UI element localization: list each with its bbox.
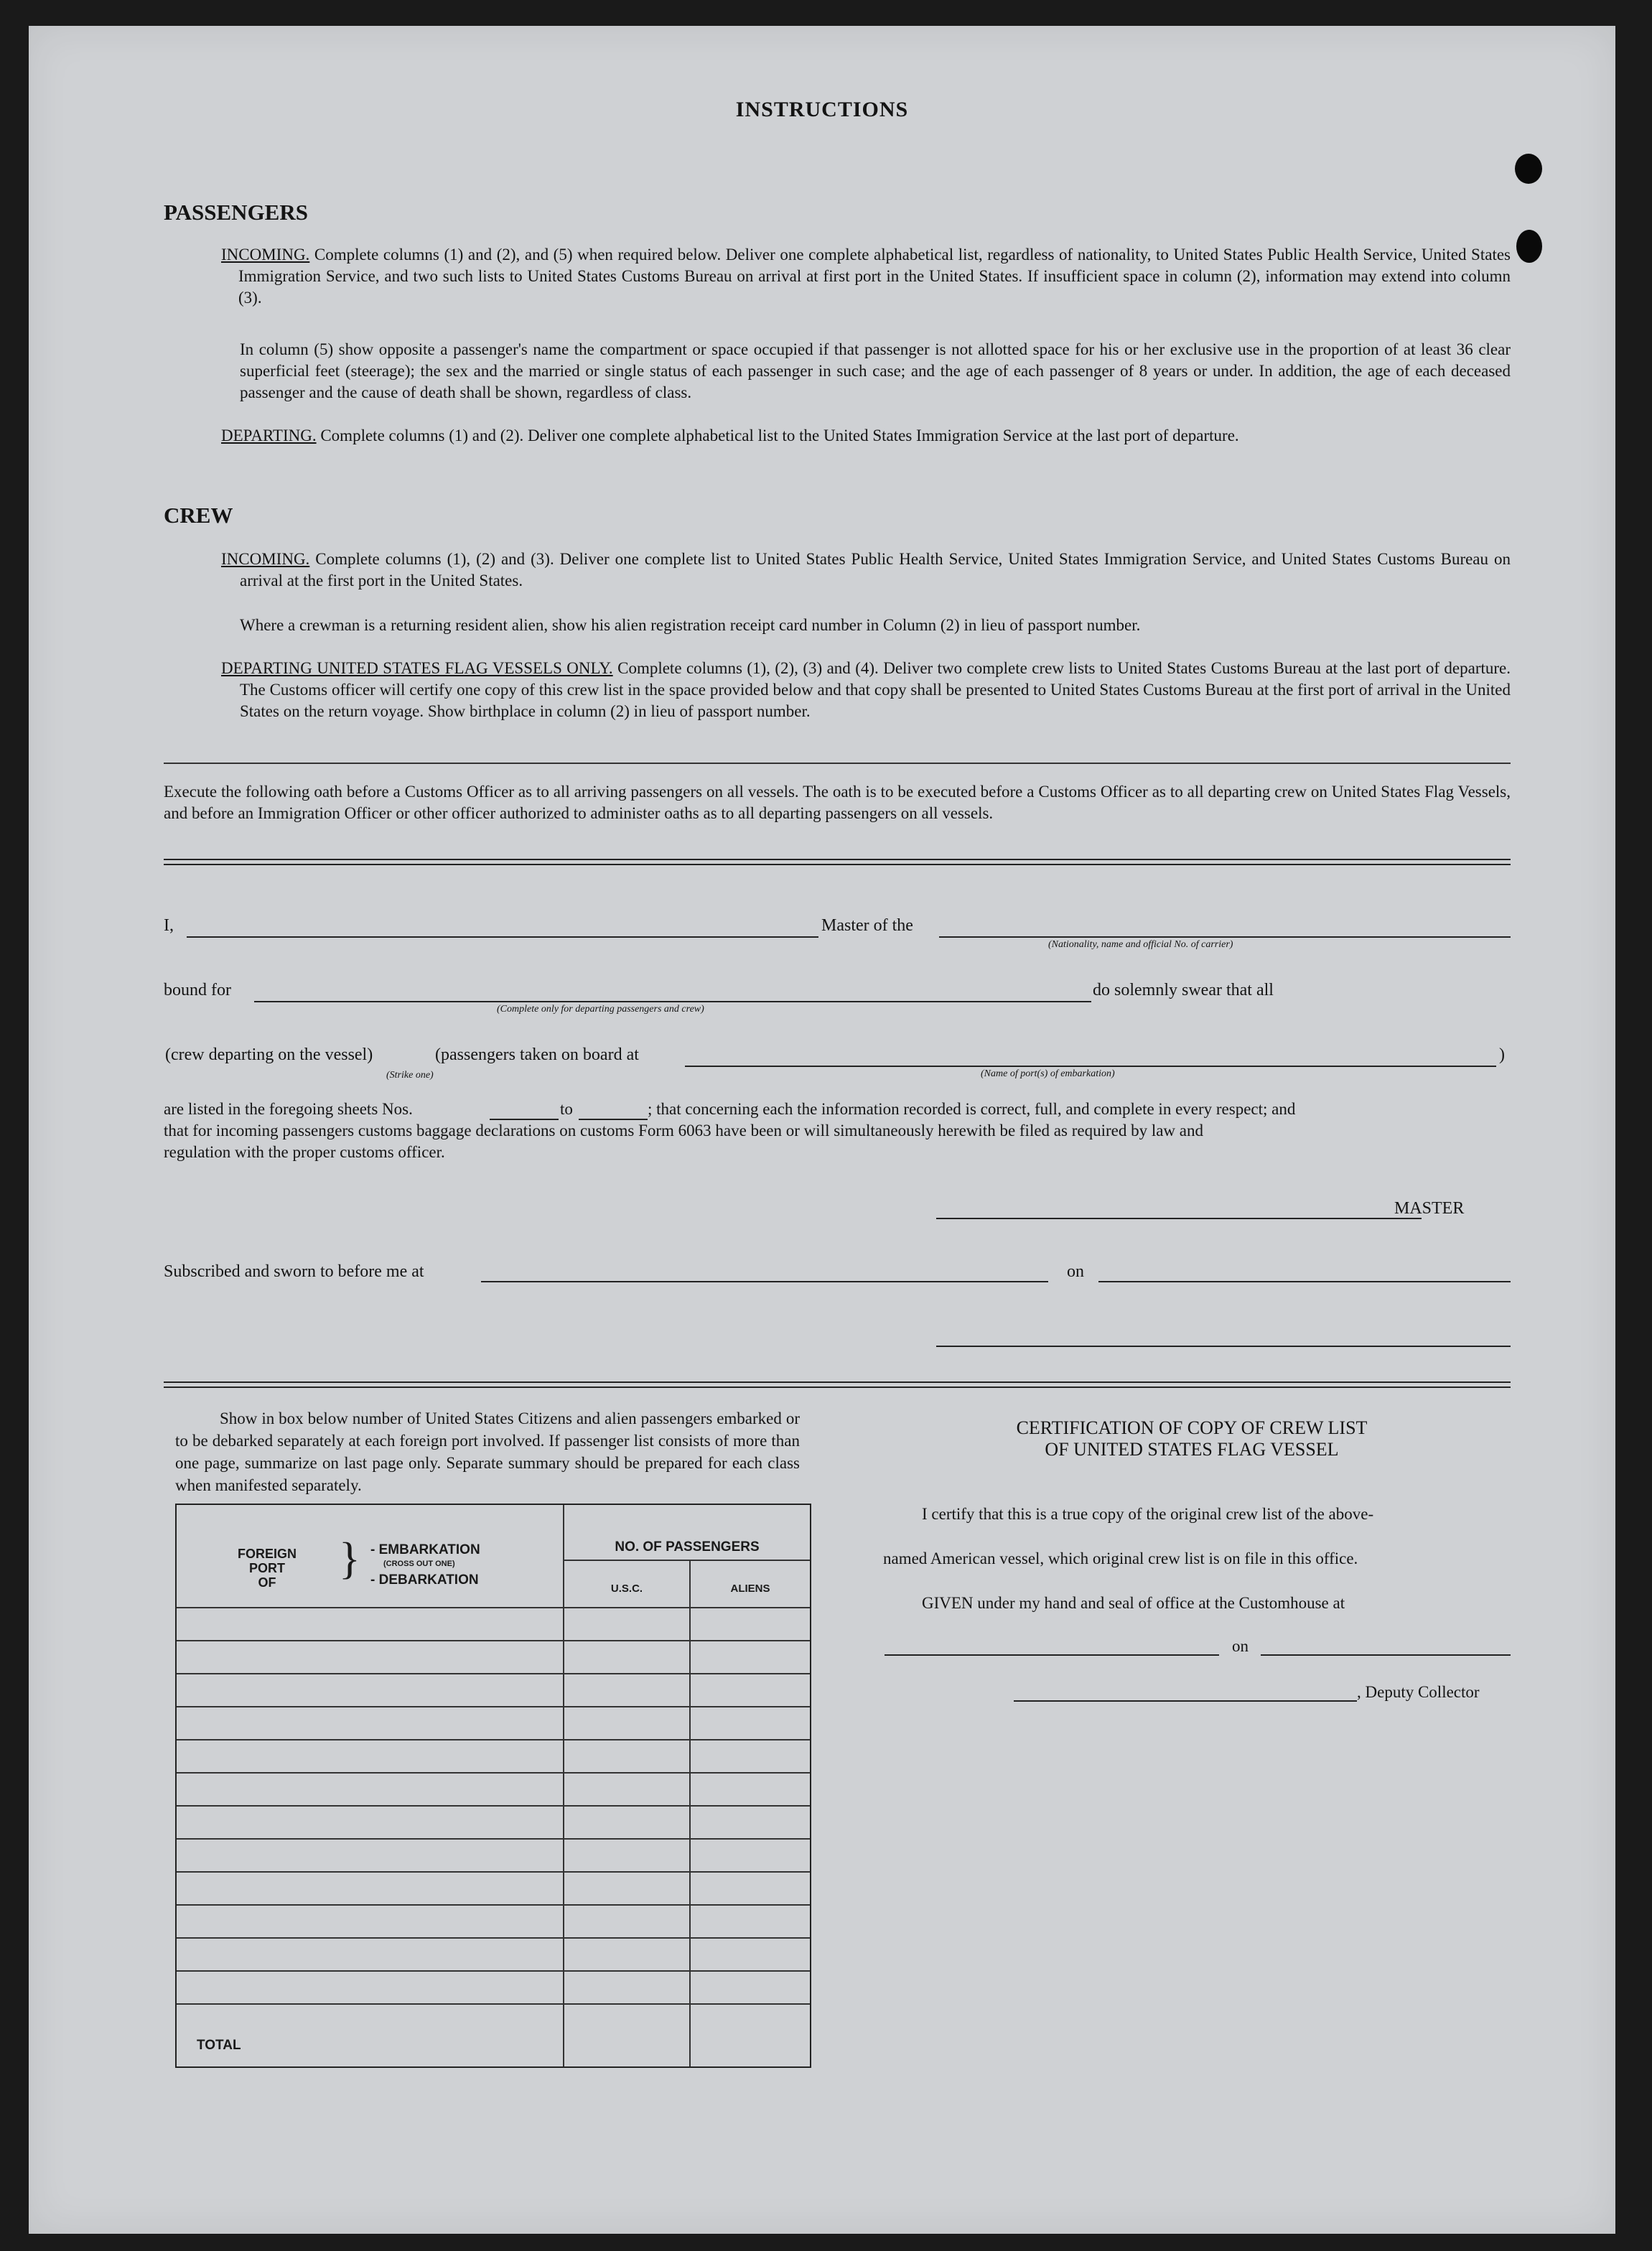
embarkation-port-line[interactable]	[685, 1066, 1496, 1067]
carrier-line[interactable]	[939, 936, 1511, 938]
certification-on-label: on	[1232, 1637, 1249, 1655]
table-row-rule	[177, 1970, 810, 1972]
brace-glyph: }	[339, 1534, 360, 1583]
crew-incoming-text: Complete columns (1), (2) and (3). Deliver one complete list to United States Public Health Service, United States Immigration Service, and United States Customs Bureau on arrival at the first port in the United States.	[240, 550, 1511, 589]
summary-instructions: Show in box below number of United States Citizens and alien passengers embarked or to be debarked separately at each foreign port involved. If passenger list consists of more than one page, summarize on last page only. Separate summary should be prepared for each class when manifested separately.	[175, 1409, 800, 1494]
passengers-taken-label: (passengers taken on board at	[435, 1045, 639, 1064]
form-page	[29, 26, 1615, 2234]
listed-sheets-label: are listed in the foregoing sheets Nos.	[164, 1100, 413, 1118]
table-row-rule	[177, 1739, 810, 1740]
embarkation-header: - EMBARKATION	[370, 1542, 480, 1557]
crew-departing-text: Complete columns (1), (2), (3) and (4). Deliver two complete crew lists to United States Customs Bureau at the last port of departure. The Customs officer will certify one copy of this crew list in the space provided below and that copy shall be presented to United States Customs Bureau at the first port of arrival in the United States on the return voyage. Show birthplace in column (2) in lieu of passport number.	[240, 659, 1511, 720]
certify-line2: named American vessel, which original crew list is on file in this office.	[883, 1549, 1358, 1567]
usc-header: U.S.C.	[610, 1583, 643, 1595]
table-row-rule	[177, 2003, 810, 2005]
table-row-rule	[177, 1937, 810, 1939]
listed-sheets-continued: ; that concerning each the information recorded is correct, full, and complete in every respect; and	[648, 1100, 1296, 1118]
table-row-rule	[177, 1838, 810, 1840]
deputy-collector-label: , Deputy Collector	[1357, 1683, 1480, 1701]
oath-intro-paragraph: Execute the following oath before a Customs Officer as to all arriving passengers on all vessels. The oath is to be executed before a Customs Officer as to all departing crew on United States Flag Vessels, and before an Immigration Officer or other officer authorized to administer oaths as to all departing passengers on all vessels.	[164, 783, 1511, 822]
double-rule-top	[164, 859, 1511, 865]
foreign-port-header-line1: FOREIGN	[237, 1547, 297, 1561]
punch-hole-bottom	[1516, 230, 1542, 263]
subscribed-label: Subscribed and sworn to before me at	[164, 1262, 424, 1281]
crew-incoming-paragraph	[221, 549, 1511, 592]
page-title: INSTRUCTIONS	[735, 98, 909, 121]
regulation-line: regulation with the proper customs officer.	[164, 1143, 445, 1161]
master-label: MASTER	[1394, 1199, 1465, 1218]
passengers-incoming-lead: INCOMING.	[221, 246, 310, 264]
sheets-to-label: to	[560, 1100, 573, 1118]
crew-departing-paragraph	[221, 658, 1511, 722]
strike-one-caption: (Strike one)	[386, 1070, 434, 1081]
subscribed-place-line[interactable]	[481, 1281, 1048, 1282]
carrier-caption: (Nationality, name and official No. of carrier)	[1048, 939, 1233, 950]
bound-for-line[interactable]	[254, 1001, 1091, 1002]
table-row-rule	[177, 1904, 810, 1906]
master-name-line[interactable]	[187, 936, 818, 938]
certification-date-line[interactable]	[1261, 1654, 1511, 1656]
crew-departing-lead: DEPARTING UNITED STATES FLAG VESSELS ONLY.	[221, 659, 613, 677]
table-row-rule	[177, 1640, 810, 1641]
table-row-rule	[177, 1706, 810, 1707]
bound-for-caption: (Complete only for departing passengers and crew)	[497, 1004, 704, 1015]
certify-line1: I certify that this is a true copy of the original crew list of the above-	[922, 1505, 1374, 1523]
table-row-rule	[177, 1772, 810, 1774]
passengers-incoming-paragraph	[221, 244, 1511, 309]
subscribed-on-label: on	[1067, 1262, 1084, 1281]
sheets-from-line[interactable]	[490, 1119, 559, 1120]
given-line: GIVEN under my hand and seal of office at the Customhouse at	[922, 1594, 1345, 1612]
embarkation-caption: (Name of port(s) of embarkation)	[981, 1068, 1115, 1079]
foreign-port-header-line3: OF	[258, 1575, 276, 1590]
table-row-rule	[177, 1607, 810, 1608]
passengers-column5-paragraph: In column (5) show opposite a passenger's name the compartment or space occupied if that passenger is not allotted space for his or her exclusive use in the proportion of at least 36 clear superficial feet (steerage); the sex and the married or single status of each passenger in such case; and the age of each passenger of 8 years or under. In addition, the age of each deceased passenger and the cause of death shall be shown, regardless of class.	[240, 340, 1511, 401]
aliens-header: ALIENS	[730, 1583, 770, 1595]
punch-hole-top	[1515, 154, 1542, 184]
section-title-crew: CREW	[164, 503, 233, 528]
certification-title-line1: CERTIFICATION OF COPY OF CREW LIST	[1016, 1417, 1368, 1438]
passengers-incoming-text: Complete columns (1) and (2), and (5) when required below. Deliver one complete alphabetical list, regardless of nationality, to United States Public Health Service, United States Immigration Service, and two such lists to United States Customs Bureau on arrival at first port in the United States. If insufficient space in column (2), information may extend into column (3).	[238, 246, 1511, 307]
table-divider-usc	[689, 1561, 691, 2066]
officer-signature-line[interactable]	[936, 1346, 1511, 1347]
master-signature-line[interactable]	[936, 1218, 1422, 1219]
cross-out-header: (CROSS OUT ONE)	[383, 1560, 455, 1568]
table-row-rule	[177, 1673, 810, 1674]
double-rule-bottom	[164, 1381, 1511, 1388]
deputy-signature-line[interactable]	[1014, 1700, 1357, 1702]
customhouse-place-line[interactable]	[885, 1654, 1219, 1656]
table-subheader-rule	[564, 1560, 810, 1561]
crew-incoming-lead: INCOMING.	[221, 550, 310, 568]
master-of-the-label: Master of the	[821, 916, 913, 935]
baggage-declaration-line: that for incoming passengers customs baggage declarations on customs Form 6063 have been or will simultaneously herewith be filed as required by law and	[164, 1122, 1204, 1140]
passengers-departing-lead: DEPARTING.	[221, 427, 317, 444]
debarkation-header: - DEBARKATION	[370, 1572, 479, 1588]
crew-resident-paragraph: Where a crewman is a returning resident alien, show his alien registration receipt card number in Column (2) in lieu of passport number.	[240, 616, 1141, 634]
certification-title-line2: OF UNITED STATES FLAG VESSEL	[1045, 1439, 1339, 1460]
table-row-rule	[177, 1805, 810, 1807]
section-title-passengers: PASSENGERS	[164, 200, 308, 225]
no-of-passengers-header: NO. OF PASSENGERS	[615, 1539, 760, 1555]
sheets-to-line[interactable]	[579, 1119, 648, 1120]
subscribed-date-line[interactable]	[1098, 1281, 1511, 1282]
foreign-port-header-line2: PORT	[248, 1561, 285, 1575]
passengers-departing-paragraph	[221, 425, 1511, 447]
close-paren: )	[1499, 1045, 1505, 1064]
crew-departing-label: (crew departing on the vessel)	[165, 1045, 373, 1064]
passengers-departing-text: Complete columns (1) and (2). Deliver one complete alphabetical list to the United States Immigration Service at the last port of departure.	[316, 427, 1239, 444]
passenger-summary-table	[175, 1504, 811, 2068]
solemnly-swear-label: do solemnly swear that all	[1093, 981, 1274, 999]
table-row-rule	[177, 1871, 810, 1873]
bound-for-label: bound for	[164, 981, 231, 999]
total-label: TOTAL	[197, 2038, 241, 2053]
divider-line	[164, 763, 1511, 764]
oath-i-label: I,	[164, 916, 174, 935]
